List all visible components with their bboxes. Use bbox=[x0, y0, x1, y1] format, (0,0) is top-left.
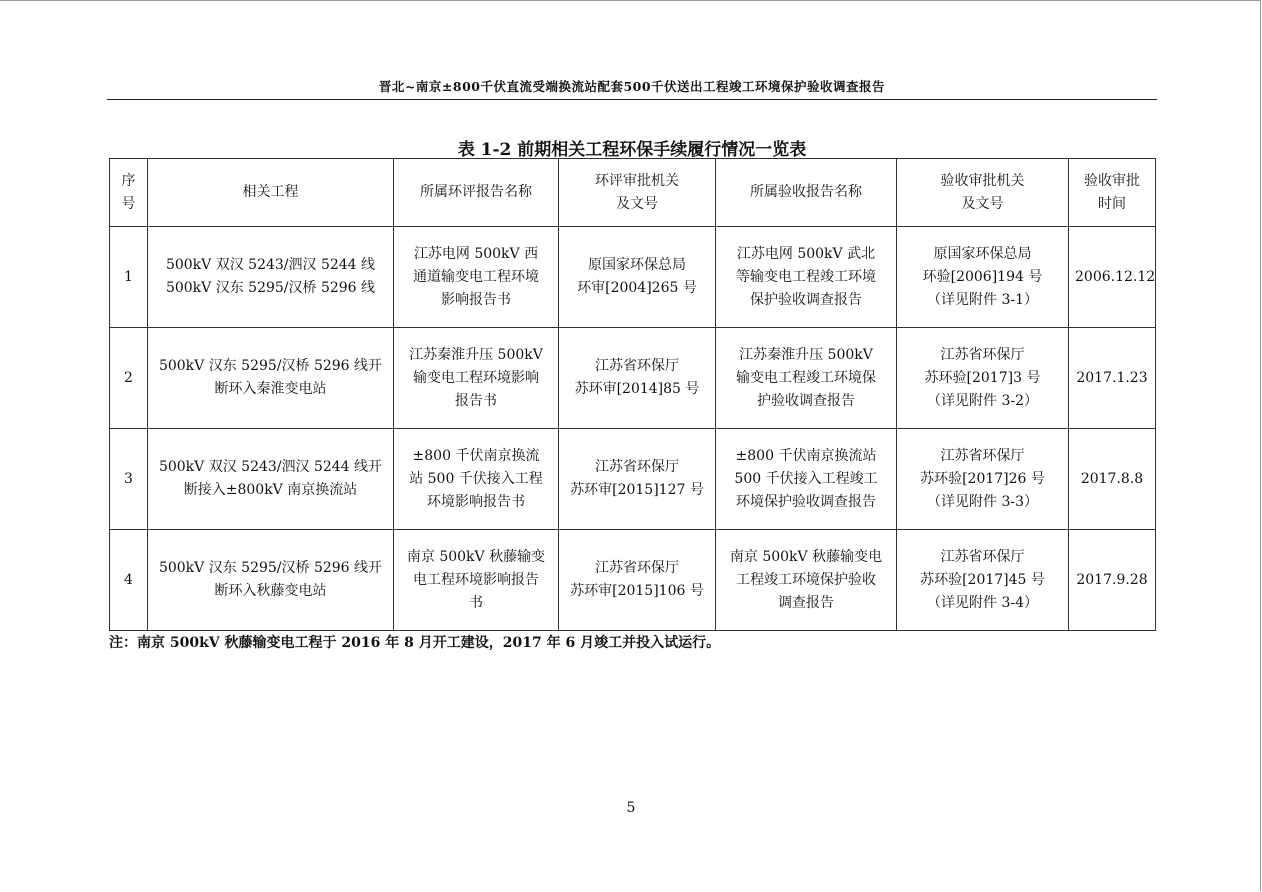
cell-acceptance-report: 江苏秦淮升压 500kV 输变电工程竣工环境保 护验收调查报告 bbox=[716, 328, 897, 429]
cell-eia-report: 江苏秦淮升压 500kV 输变电工程环境影响 报告书 bbox=[394, 328, 559, 429]
col-header-index: 序 号 bbox=[110, 159, 148, 227]
col-header-eia-report: 所属环评报告名称 bbox=[394, 159, 559, 227]
table-header-row bbox=[110, 159, 1156, 227]
cell-acceptance-report: 南京 500kV 秋藤输变电 工程竣工环境保护验收 调查报告 bbox=[716, 530, 897, 631]
table-row bbox=[110, 429, 1156, 530]
col-header-project: 相关工程 bbox=[148, 159, 394, 227]
table-row bbox=[110, 328, 1156, 429]
cell-project: 500kV 汉东 5295/汉桥 5296 线开 断环入秦淮变电站 bbox=[148, 328, 394, 429]
approval-table bbox=[109, 158, 1156, 631]
cell-acceptance-approval: 江苏省环保厅 苏环验[2017]3 号 （详见附件 3-2） bbox=[897, 328, 1069, 429]
cell-eia-report: 江苏电网 500kV 西 通道输变电工程环境 影响报告书 bbox=[394, 227, 559, 328]
cell-index: 1 bbox=[110, 227, 148, 328]
table-note: 注：南京 500kV 秋藤输变电工程于 2016 年 8 月开工建设，2017 年 6 月竣工并投入试运行。 bbox=[109, 635, 721, 651]
col-header-acceptance-report: 所属验收报告名称 bbox=[716, 159, 897, 227]
col-header-eia-approval: 环评审批机关 及文号 bbox=[559, 159, 716, 227]
header-rule bbox=[107, 99, 1157, 100]
document-header: 晋北~南京±800千伏直流受端换流站配套500千伏送出工程竣工环境保护验收调查报告 bbox=[378, 79, 886, 94]
col-header-acceptance-approval: 验收审批机关 及文号 bbox=[897, 159, 1069, 227]
cell-eia-approval: 江苏省环保厅 苏环审[2014]85 号 bbox=[559, 328, 716, 429]
col-header-acceptance-date: 验收审批 时间 bbox=[1069, 159, 1156, 227]
cell-acceptance-date: 2017.1.23 bbox=[1069, 328, 1156, 429]
cell-eia-approval: 江苏省环保厅 苏环审[2015]127 号 bbox=[559, 429, 716, 530]
cell-acceptance-approval: 江苏省环保厅 苏环验[2017]45 号 （详见附件 3-4） bbox=[897, 530, 1069, 631]
cell-index: 3 bbox=[110, 429, 148, 530]
cell-acceptance-report: ±800 千伏南京换流站 500 千伏接入工程竣工 环境保护验收调查报告 bbox=[716, 429, 897, 530]
table-row bbox=[110, 227, 1156, 328]
cell-project: 500kV 双汉 5243/泗汉 5244 线开 断接入±800kV 南京换流站 bbox=[148, 429, 394, 530]
page-number: 5 bbox=[626, 800, 636, 816]
cell-acceptance-date: 2017.8.8 bbox=[1069, 429, 1156, 530]
cell-eia-approval: 江苏省环保厅 苏环审[2015]106 号 bbox=[559, 530, 716, 631]
cell-index: 4 bbox=[110, 530, 148, 631]
table-title: 表 1-2 前期相关工程环保手续履行情况一览表 bbox=[457, 140, 807, 160]
cell-project: 500kV 双汉 5243/泗汉 5244 线 500kV 汉东 5295/汉桥 5296 线 bbox=[148, 227, 394, 328]
cell-acceptance-date: 2017.9.28 bbox=[1069, 530, 1156, 631]
cell-acceptance-approval: 江苏省环保厅 苏环验[2017]26 号 （详见附件 3-3） bbox=[897, 429, 1069, 530]
cell-acceptance-date: 2006.12.12 bbox=[1069, 227, 1156, 328]
cell-project: 500kV 汉东 5295/汉桥 5296 线开 断环入秋藤变电站 bbox=[148, 530, 394, 631]
cell-index: 2 bbox=[110, 328, 148, 429]
cell-eia-approval: 原国家环保总局 环审[2004]265 号 bbox=[559, 227, 716, 328]
cell-acceptance-approval: 原国家环保总局 环验[2006]194 号 （详见附件 3-1） bbox=[897, 227, 1069, 328]
cell-eia-report: 南京 500kV 秋藤输变 电工程环境影响报告 书 bbox=[394, 530, 559, 631]
cell-eia-report: ±800 千伏南京换流 站 500 千伏接入工程 环境影响报告书 bbox=[394, 429, 559, 530]
cell-acceptance-report: 江苏电网 500kV 武北 等输变电工程竣工环境 保护验收调查报告 bbox=[716, 227, 897, 328]
table-row bbox=[110, 530, 1156, 631]
